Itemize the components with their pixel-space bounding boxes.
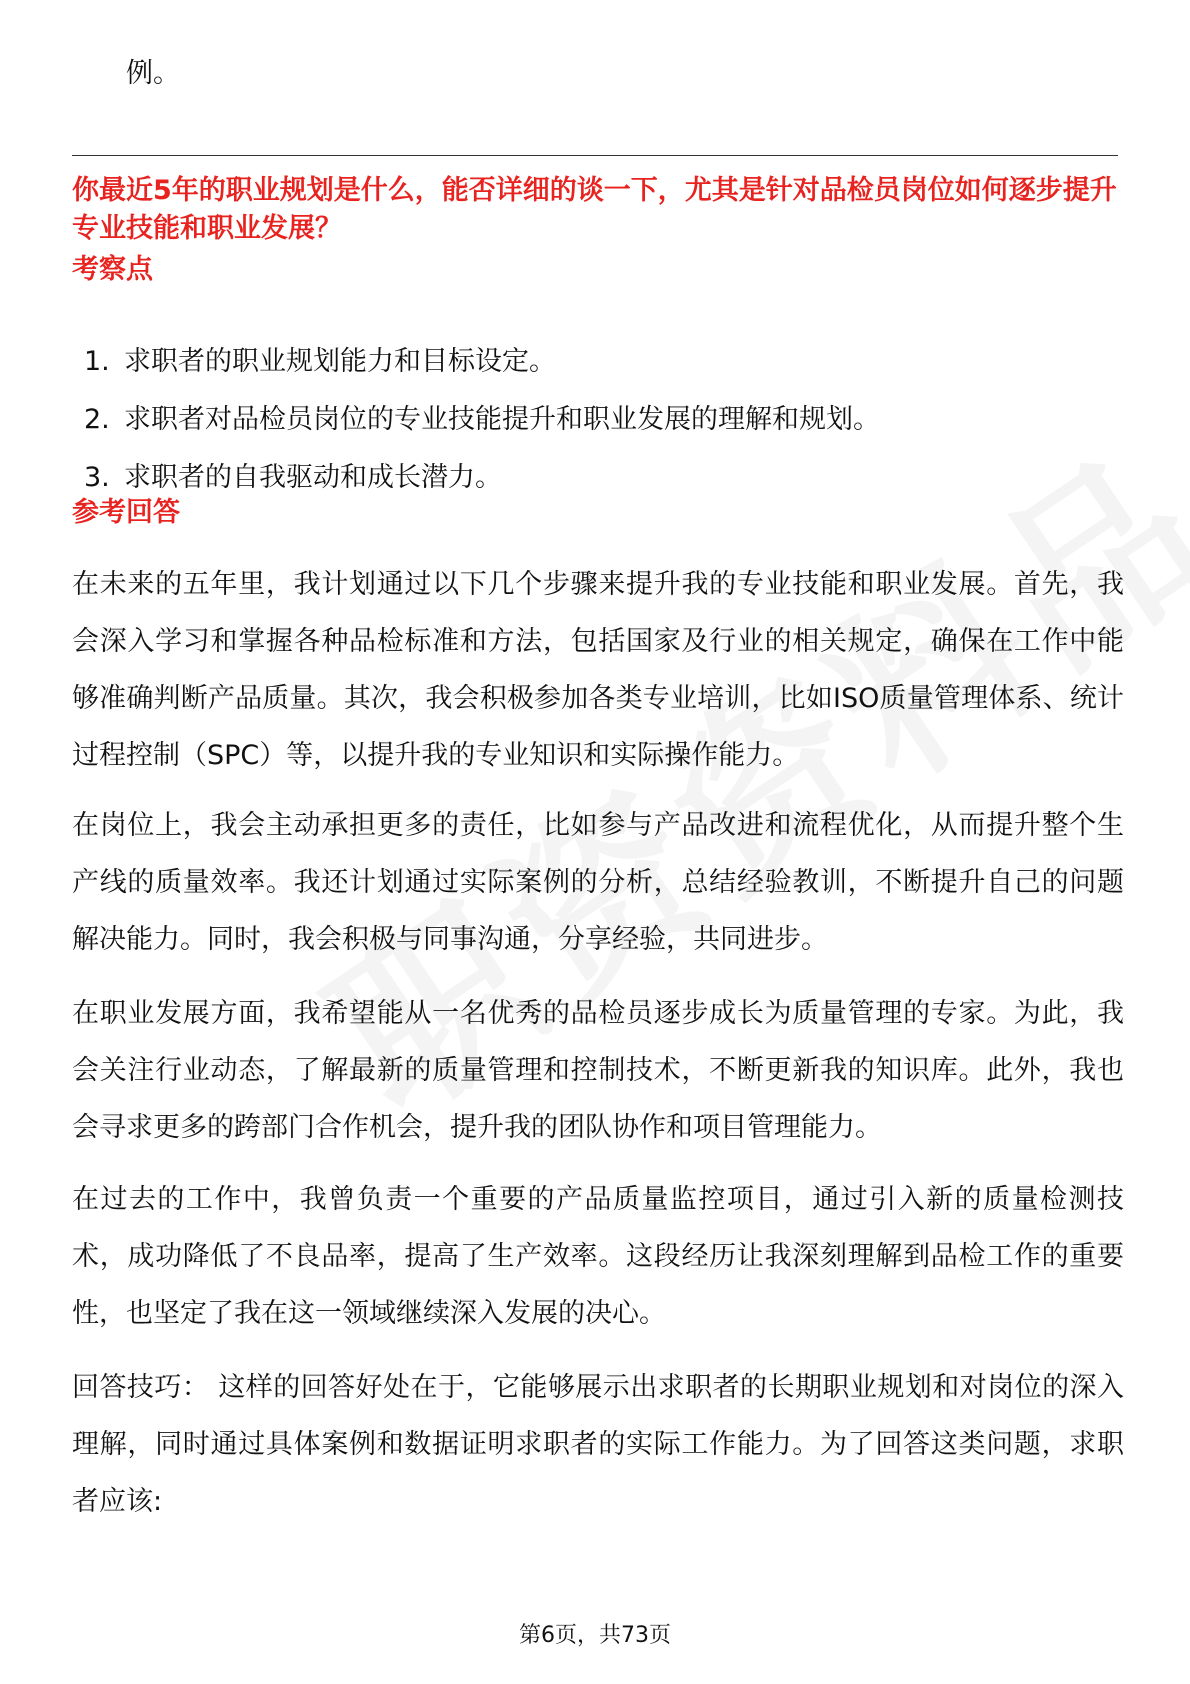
previous-paragraph-tail: 例。	[126, 58, 180, 89]
points-heading: 考察点	[72, 254, 153, 285]
question-title: 你最近5年的职业规划是什么，能否详细的谈一下，尤其是针对品检员岗位如何逐步提升专业技能和职业发展？	[72, 175, 1117, 244]
answer-paragraph: 在过去的工作中，我曾负责一个重要的产品质量监控项目，通过引入新的质量检测技术，成功降低了不良品率，提高了生产效率。这段经历让我深刻理解到品检工作的重要性，也坚定了我在这一领域继续深入发展的决心。	[72, 1184, 1124, 1329]
list-item-number: 2.	[84, 404, 110, 435]
list-item-text: 求职者的自我驱动和成长潜力。	[124, 462, 502, 493]
answer-paragraph: 在未来的五年里，我计划通过以下几个步骤来提升我的专业技能和职业发展。首先，我会深入学习和掌握各种品检标准和方法，包括国家及行业的相关规定，确保在工作中能够准确判断产品质量。其次，我会积极参加各类专业培训，比如ISO质量管理体系、统计过程控制（SPC）等，以提升我的专业知识和实际操作能力。	[72, 569, 1124, 771]
section-divider	[72, 155, 1118, 156]
page-footer: 第6页，共73页	[519, 1623, 671, 1648]
list-item-text: 求职者的职业规划能力和目标设定。	[124, 346, 556, 377]
list-item	[72, 333, 1118, 391]
list-item	[72, 449, 1118, 507]
answer-tips-paragraph: 回答技巧： 这样的回答好处在于，它能够展示出求职者的长期职业规划和对岗位的深入理解，同时通过具体案例和数据证明求职者的实际工作能力。为了回答这类问题，求职者应该:	[72, 1372, 1124, 1517]
list-item-text: 求职者对品检员岗位的专业技能提升和职业发展的理解和规划。	[124, 404, 880, 435]
list-item	[72, 391, 1118, 449]
list-item-number: 3.	[84, 462, 110, 493]
answer-paragraph: 在职业发展方面，我希望能从一名优秀的品检员逐步成长为质量管理的专家。为此，我会关注行业动态，了解最新的质量管理和控制技术，不断更新我的知识库。此外，我也会寻求更多的跨部门合作机会，提升我的团队协作和项目管理能力。	[72, 998, 1124, 1143]
answer-heading: 参考回答	[72, 497, 180, 528]
points-list	[72, 333, 1118, 507]
answer-paragraph: 在岗位上，我会主动承担更多的责任，比如参与产品改进和流程优化，从而提升整个生产线的质量效率。我还计划通过实际案例的分析，总结经验教训，不断提升自己的问题解决能力。同时，我会积极与同事沟通，分享经验，共同进步。	[72, 810, 1124, 955]
list-item-number: 1.	[84, 346, 110, 377]
